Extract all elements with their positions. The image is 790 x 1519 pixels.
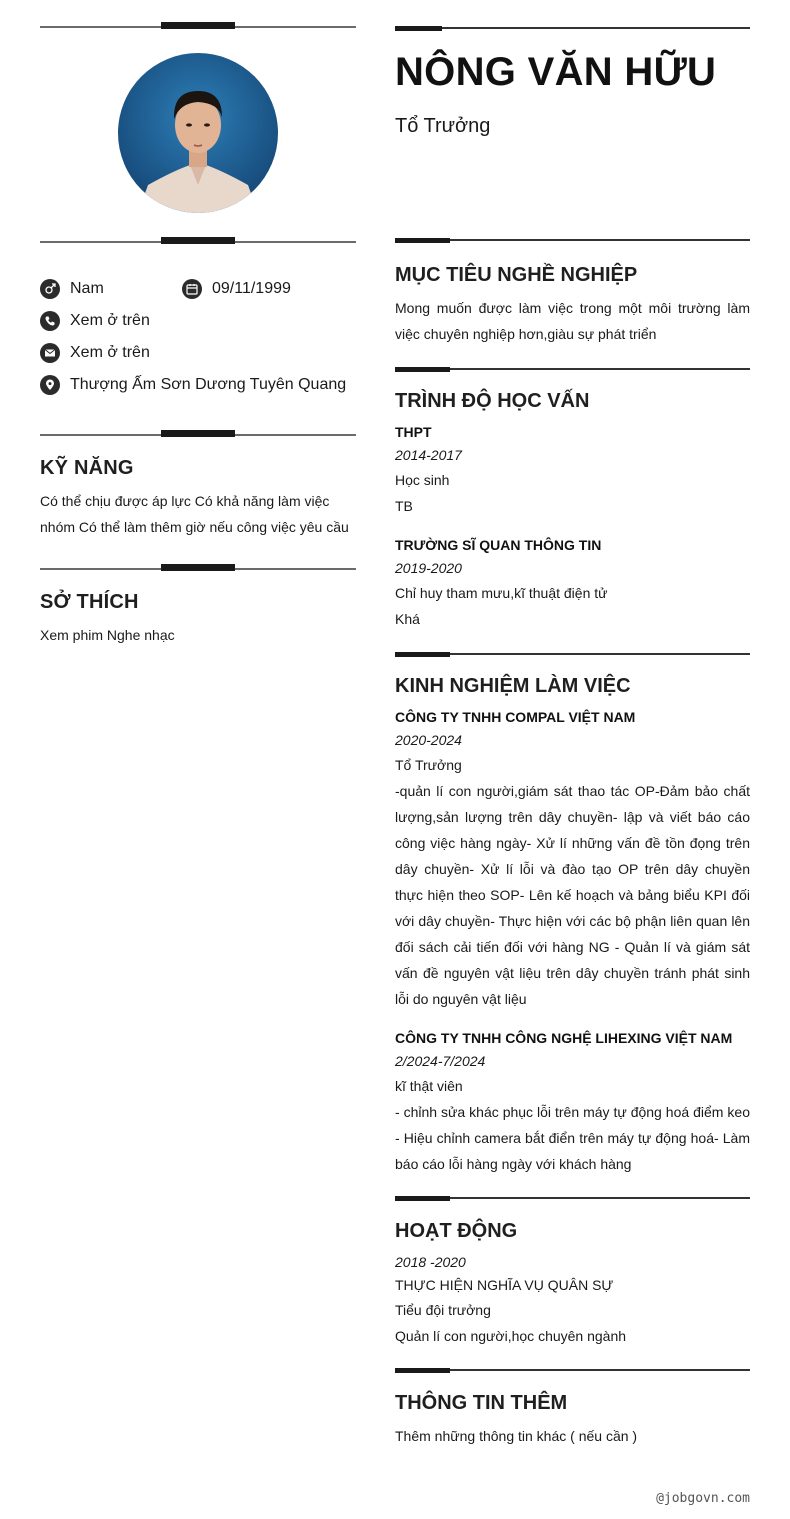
calendar-icon [182, 279, 202, 299]
birthday-text: 09/11/1999 [212, 280, 291, 297]
divider [395, 238, 750, 243]
education-title: TRÌNH ĐỘ HỌC VẤN [395, 390, 590, 412]
objective-title: MỤC TIÊU NGHỀ NGHIỆP [395, 264, 638, 286]
experience-period: 2/2024-7/2024 [395, 1053, 486, 1069]
education-school: TRƯỜNG SĨ QUAN THÔNG TIN [395, 537, 602, 553]
divider [395, 26, 750, 31]
avatar-photo [118, 53, 278, 213]
location-pin-icon [40, 375, 60, 395]
experience-role: Tổ Trưởng [395, 757, 462, 773]
email-row [40, 342, 150, 364]
divider [395, 1196, 750, 1201]
education-major: Chỉ huy tham mưu,kĩ thuật điện tử [395, 585, 608, 601]
phone-row [40, 310, 150, 332]
education-period: 2019-2020 [395, 560, 462, 576]
education-grade: TB [395, 498, 413, 514]
footer-watermark: @jobgovn.com [656, 1491, 750, 1506]
email-icon [40, 343, 60, 363]
divider [40, 564, 356, 575]
skills-text: Có thể chịu được áp lực Có khả năng làm việc nhóm Có thể làm thêm giờ nếu công việc yêu cầu [40, 493, 349, 535]
experience-company: CÔNG TY TNHH CÔNG NGHỆ LIHEXING VIỆT NAM [395, 1030, 733, 1046]
experience-description: -quản lí con người,giám sát thao tác OP-Đảm bảo chất lượng,sản lượng trên dây chuyền- lập và viết báo cáo công việc hàng ngày- Xử lí những vấn đề tồn đọng trên dây chuyền- Xử lí lỗi và đào tạo OP trên dây chuyền thực hiện theo SOP- Lên kế hoạch và bảng biểu KPI đối với dây chuyền- Thực hiện với các bộ phận liên quan lên đối sách cải tiến đối với hàng NG - Quản lí và giám sát vấn đề nguyên vật liệu trên dây chuyền tránh phát sinh lỗi do nguyên vật liệu [395, 783, 750, 1007]
experience-company: CÔNG TY TNHH COMPAL VIỆT NAM [395, 709, 636, 725]
education-grade: Khá [395, 611, 420, 627]
gender-text: Nam [70, 280, 104, 297]
phone-icon [40, 311, 60, 331]
address-row [40, 374, 346, 396]
activities-description: Quản lí con người,học chuyên ngành [395, 1328, 627, 1344]
email-text: Xem ở trên [70, 344, 150, 361]
divider [395, 652, 750, 657]
gender-row [40, 278, 104, 300]
divider [395, 1368, 750, 1373]
hobbies-text: Xem phim Nghe nhạc [40, 627, 175, 643]
skills-title: KỸ NĂNG [40, 457, 134, 479]
education-major: Học sinh [395, 472, 450, 488]
activities-title: HOẠT ĐỘNG [395, 1220, 518, 1242]
education-period: 2014-2017 [395, 447, 462, 463]
candidate-name: NÔNG VĂN HỮU [395, 50, 717, 94]
phone-text: Xem ở trên [70, 312, 150, 329]
experience-description: - chỉnh sửa khác phục lỗi trên máy tự động hoá điểm keo - Hiệu chỉnh camera bắt điển trên máy tự động hoá- Làm báo cáo lỗi hàng ngày với khách hàng [395, 1104, 750, 1172]
objective-text: Mong muốn được làm việc trong một môi trường làm việc chuyên nghiệp hơn,giàu sự phát triển [395, 300, 750, 342]
address-text: Thượng Ấm Sơn Dương Tuyên Quang [70, 376, 347, 393]
experience-role: kĩ thật viên [395, 1078, 463, 1094]
experience-title: KINH NGHIỆM LÀM VIỆC [395, 675, 631, 697]
additional-title: THÔNG TIN THÊM [395, 1392, 568, 1414]
divider [40, 22, 356, 33]
experience-period: 2020-2024 [395, 732, 462, 748]
activities-role: Tiểu đội trưởng [395, 1302, 491, 1318]
avatar [118, 53, 278, 213]
activities-name: THỰC HIỆN NGHĨA VỤ QUÂN SỰ [395, 1277, 614, 1293]
activities-period: 2018 -2020 [395, 1254, 466, 1270]
additional-text: Thêm những thông tin khác ( nếu cần ) [395, 1428, 638, 1444]
candidate-position: Tổ Trưởng [395, 115, 491, 137]
hobbies-title: SỞ THÍCH [40, 591, 139, 613]
gender-icon [40, 279, 60, 299]
birthday-row [182, 278, 291, 300]
education-school: THPT [395, 424, 432, 440]
divider [40, 237, 356, 248]
divider [395, 367, 750, 372]
divider [40, 430, 356, 441]
